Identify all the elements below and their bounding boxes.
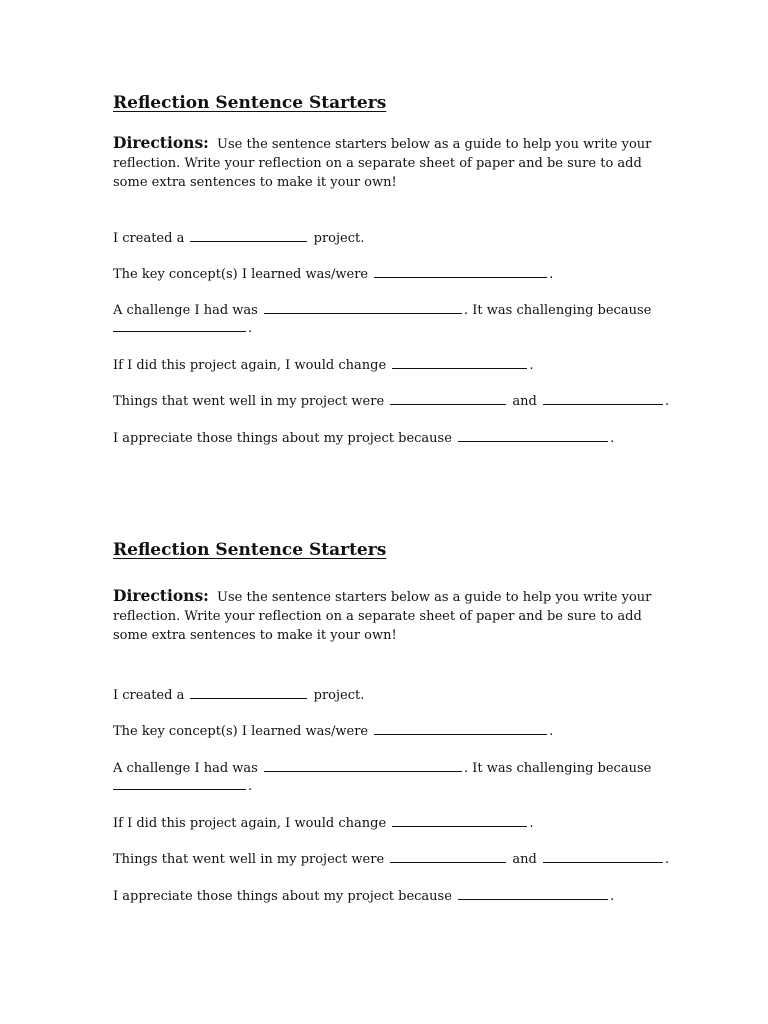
directions-paragraph — [113, 133, 653, 192]
blank-project-name[interactable] — [190, 686, 307, 699]
blank-went-well-2[interactable] — [543, 850, 663, 863]
line-text: I created a — [113, 688, 185, 703]
blank-appreciate[interactable] — [458, 429, 608, 442]
line-text: . — [665, 394, 670, 409]
blank-project-name[interactable] — [190, 229, 307, 242]
blank-challenge-reason[interactable] — [113, 319, 246, 332]
line-text: A challenge I had was — [113, 303, 258, 318]
directions-paragraph — [113, 586, 653, 645]
line-text: . — [610, 889, 615, 904]
section-title: Reflection Sentence Starters — [113, 540, 387, 560]
line-key-concepts — [113, 722, 553, 742]
line-created — [113, 229, 364, 249]
line-text: I created a — [113, 231, 185, 246]
line-text: Things that went well in my project were — [113, 394, 385, 409]
blank-key-concepts[interactable] — [374, 722, 547, 735]
line-key-concepts — [113, 265, 553, 285]
line-text: If I did this project again, I would change — [113, 816, 387, 831]
line-text: . — [248, 321, 253, 336]
line-challenge-cont — [113, 319, 252, 339]
line-text: project. — [313, 231, 365, 246]
line-text: and — [512, 852, 537, 867]
line-text: I appreciate those things about my project because — [113, 889, 452, 904]
line-text: . — [248, 779, 253, 794]
blank-challenge[interactable] — [264, 301, 462, 314]
line-text: . — [549, 724, 554, 739]
line-text: project. — [313, 688, 365, 703]
directions-text: Use the sentence starters below as a guide to help you write your reflection. Write your reflection on a separate sheet of paper and be sure to add some extra sentences to make it your own! — [113, 137, 652, 190]
section-title: Reflection Sentence Starters — [113, 93, 387, 113]
line-appreciate — [113, 429, 614, 449]
line-do-again — [113, 814, 533, 834]
directions-label: Directions: — [113, 133, 209, 152]
line-text: Things that went well in my project were — [113, 852, 385, 867]
blank-went-well-1[interactable] — [390, 850, 506, 863]
directions-label: Directions: — [113, 586, 209, 605]
line-text: . — [529, 358, 534, 373]
blank-challenge-reason[interactable] — [113, 777, 246, 790]
line-challenge-cont — [113, 777, 252, 797]
line-text: . — [665, 852, 670, 867]
line-went-well — [113, 392, 669, 412]
blank-change[interactable] — [392, 814, 527, 827]
blank-key-concepts[interactable] — [374, 265, 547, 278]
line-challenge — [113, 759, 651, 779]
blank-appreciate[interactable] — [458, 887, 608, 900]
blank-went-well-1[interactable] — [390, 392, 506, 405]
line-text: and — [512, 394, 537, 409]
line-went-well — [113, 850, 669, 870]
line-do-again — [113, 356, 533, 376]
blank-went-well-2[interactable] — [543, 392, 663, 405]
blank-challenge[interactable] — [264, 759, 462, 772]
line-text: If I did this project again, I would change — [113, 358, 387, 373]
line-challenge — [113, 301, 651, 321]
line-created — [113, 686, 364, 706]
line-appreciate — [113, 887, 614, 907]
blank-change[interactable] — [392, 356, 527, 369]
line-text: I appreciate those things about my project because — [113, 431, 452, 446]
line-text: . — [529, 816, 534, 831]
line-text: . It was challenging because — [464, 761, 652, 776]
line-text: . — [549, 267, 554, 282]
line-text: The key concept(s) I learned was/were — [113, 267, 369, 282]
line-text: . It was challenging because — [464, 303, 652, 318]
line-text: The key concept(s) I learned was/were — [113, 724, 369, 739]
line-text: A challenge I had was — [113, 761, 258, 776]
line-text: . — [610, 431, 615, 446]
directions-text: Use the sentence starters below as a guide to help you write your reflection. Write your reflection on a separate sheet of paper and be sure to add some extra sentences to make it your own! — [113, 590, 652, 643]
